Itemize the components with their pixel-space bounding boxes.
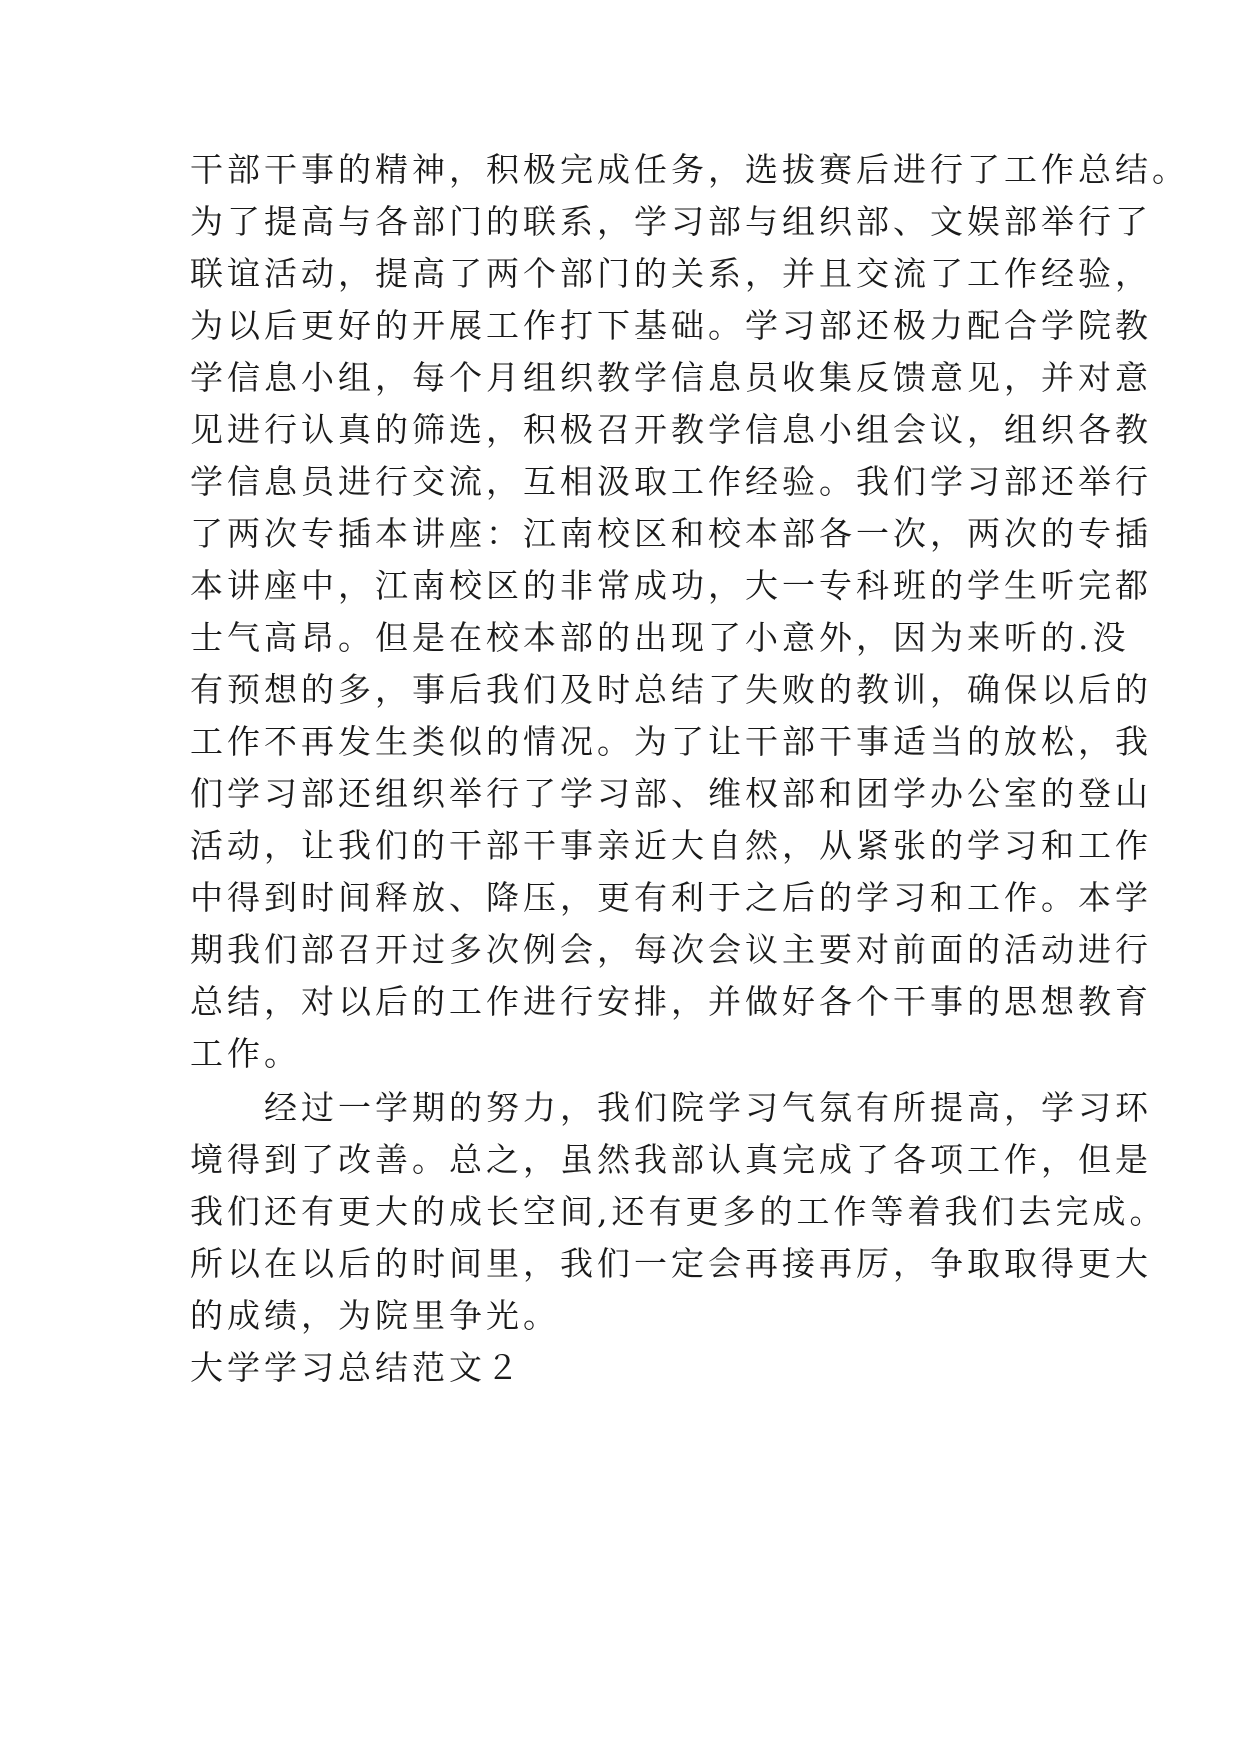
paragraph-line: 我们还有更大的成长空间,还有更多的工作等着我们去完成。 bbox=[190, 1192, 1167, 1231]
paragraph-line: 活动，让我们的干部干事亲近大自然，从紧张的学习和工作 bbox=[190, 826, 1152, 865]
paragraph-line: 学信息员进行交流，互相汲取工作经验。我们学习部还举行 bbox=[190, 462, 1152, 501]
paragraph-line: 见进行认真的筛选，积极召开教学信息小组会议，组织各教 bbox=[190, 410, 1152, 449]
paragraph-line: 总结，对以后的工作进行安排，并做好各个干事的思想教育 bbox=[190, 982, 1152, 1021]
paragraph-line: 工作不再发生类似的情况。为了让干部干事适当的放松，我 bbox=[190, 722, 1152, 761]
paragraph-line: 本讲座中，江南校区的非常成功，大一专科班的学生听完都 bbox=[190, 566, 1152, 605]
paragraph-line: 为了提高与各部门的联系，学习部与组织部、文娱部举行了 bbox=[190, 202, 1152, 241]
paragraph-line: 经过一学期的努力，我们院学习气氛有所提高，学习环 bbox=[190, 1088, 1152, 1127]
paragraph-line: 了两次专插本讲座：江南校区和校本部各一次，两次的专插 bbox=[190, 514, 1152, 553]
paragraph-line: 联谊活动，提高了两个部门的关系，并且交流了工作经验， bbox=[190, 254, 1152, 293]
paragraph-line: 学信息小组，每个月组织教学信息员收集反馈意见，并对意 bbox=[190, 358, 1152, 397]
section-heading: 大学学习总结范文２ bbox=[190, 1348, 523, 1387]
paragraph-line: 中得到时间释放、降压，更有利于之后的学习和工作。本学 bbox=[190, 878, 1152, 917]
paragraph-line: 工作。 bbox=[190, 1034, 301, 1073]
paragraph-line: 为以后更好的开展工作打下基础。学习部还极力配合学院教 bbox=[190, 306, 1152, 345]
paragraph-line: 所以在以后的时间里，我们一定会再接再厉，争取取得更大 bbox=[190, 1244, 1152, 1283]
paragraph-line: 的成绩，为院里争光。 bbox=[190, 1296, 560, 1335]
paragraph-line: 期我们部召开过多次例会，每次会议主要对前面的活动进行 bbox=[190, 930, 1152, 969]
paragraph-line: 士气高昂。但是在校本部的出现了小意外，因为来听的.没 bbox=[190, 618, 1130, 657]
paragraph-line: 们学习部还组织举行了学习部、维权部和团学办公室的登山 bbox=[190, 774, 1152, 813]
paragraph-line: 有预想的多，事后我们及时总结了失败的教训，确保以后的 bbox=[190, 670, 1152, 709]
paragraph-line: 干部干事的精神，积极完成任务，选拔赛后进行了工作总结。 bbox=[190, 150, 1189, 189]
paragraph-line: 境得到了改善。总之，虽然我部认真完成了各项工作，但是 bbox=[190, 1140, 1152, 1179]
